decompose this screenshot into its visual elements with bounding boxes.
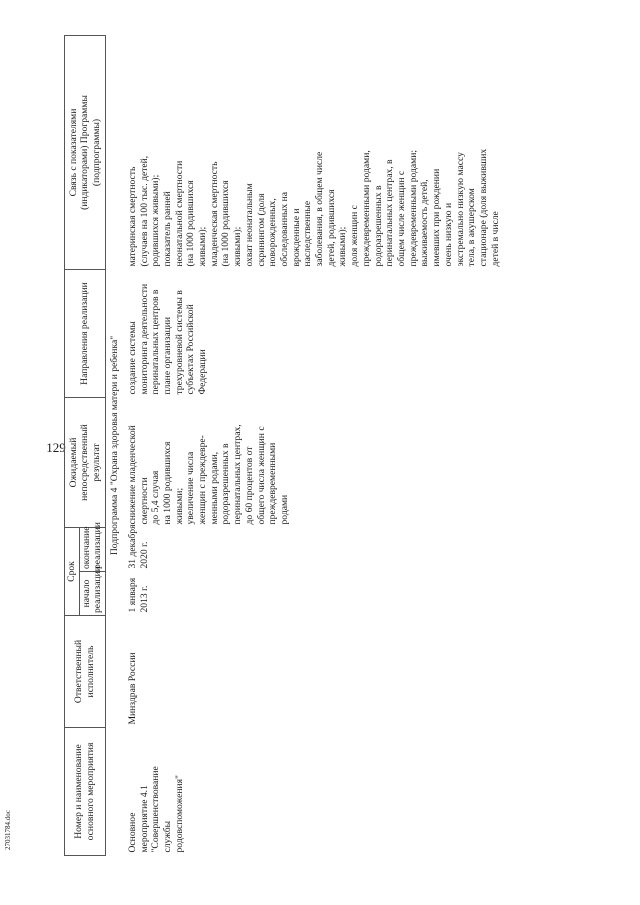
- text-line: на 1000 родившихся: [161, 441, 173, 525]
- cell-executor: Минздрав России: [126, 652, 138, 725]
- header-indicators: [65, 36, 106, 270]
- text-line: общем числе женщин с: [395, 170, 407, 267]
- text-line: женщин с преждевре-: [197, 435, 209, 525]
- document-code: 27031784.doc: [4, 810, 12, 850]
- text-line: службы: [161, 820, 173, 853]
- text-line: Основное: [126, 812, 138, 853]
- cell-start: [125, 572, 504, 616]
- text-line: родовспоможения": [173, 775, 185, 853]
- header-directions: Направления реализации: [65, 270, 106, 398]
- text-line: непосредственный: [79, 424, 91, 501]
- text-line: исполнитель: [85, 645, 97, 698]
- cell-end: [125, 524, 504, 572]
- text-line: (индикаторами) Программы: [79, 95, 91, 210]
- text-line: трехуровневой системы в: [173, 290, 185, 395]
- text-line: экстремально низкую массу: [454, 152, 466, 267]
- page-number: 129: [46, 440, 66, 455]
- text-line: Ожидаемый: [67, 437, 79, 488]
- text-line: (подпрограммы): [90, 118, 102, 187]
- text-line: детей, родившихся: [325, 189, 337, 267]
- text-line: преждевременными: [267, 442, 279, 525]
- cell-measure: [125, 728, 504, 856]
- text-line: до 5,4 случая: [150, 470, 162, 525]
- text-line: (случаев на 100 тыс. детей,: [138, 155, 150, 267]
- text-line: обследованных на: [278, 192, 290, 267]
- text-line: преждевременными родами;: [407, 149, 419, 267]
- text-line: мониторинга деятельности: [138, 283, 150, 395]
- measures-table: [64, 35, 503, 856]
- text-line: доля женщин с: [349, 205, 361, 267]
- text-line: результат: [90, 443, 102, 482]
- text-line: реализации: [92, 522, 104, 569]
- text-line: преждевременными родами,: [360, 150, 372, 267]
- rotated-table-page: [64, 36, 616, 856]
- header-end: [79, 522, 105, 572]
- text-line: 1 января: [126, 577, 138, 613]
- text-line: живыми);: [337, 226, 349, 267]
- text-line: Связь с показателями: [67, 108, 79, 197]
- header-term: Срок: [65, 528, 80, 616]
- text-line: смертности: [138, 477, 150, 525]
- text-line: имевших при рождении: [431, 168, 443, 267]
- cell-directions: [125, 270, 504, 398]
- text-line: живыми);: [232, 226, 244, 267]
- text-line: родоразрешенных в: [372, 185, 384, 267]
- text-line: врожденные и: [290, 208, 302, 267]
- text-line: окончание: [80, 526, 92, 569]
- text-line: до 60 процентов от: [243, 446, 255, 525]
- text-line: Федерации: [197, 349, 209, 395]
- text-line: новорожденных,: [267, 198, 279, 267]
- text-line: реализации: [92, 566, 104, 613]
- text-line: (на 1000 родившихся: [185, 180, 197, 267]
- text-line: "Совершенствование: [150, 766, 162, 853]
- text-line: очень низкую и: [442, 202, 454, 267]
- cell-indicators: [125, 36, 504, 270]
- text-line: заболевания, в общем числе: [314, 151, 326, 267]
- text-line: (на 1000 родившихся: [220, 180, 232, 267]
- text-line: 31 декабря: [126, 524, 138, 569]
- text-line: младенческая смертность: [208, 161, 220, 267]
- text-line: снижение младенческой: [126, 425, 138, 525]
- text-line: показатель ранней: [161, 191, 173, 267]
- text-line: основного мероприятия: [85, 742, 97, 841]
- text-line: субъектах Российской: [185, 304, 197, 395]
- header-expected-result: [65, 398, 106, 528]
- text-line: охват неонатальным: [243, 183, 255, 267]
- text-line: создание системы: [126, 321, 138, 395]
- text-line: Номер и наименование: [73, 744, 85, 839]
- text-line: плане организации: [161, 317, 173, 395]
- text-line: живыми);: [197, 226, 209, 267]
- text-line: менными родами,: [208, 451, 220, 525]
- cell-expected-result: [125, 398, 504, 528]
- text-line: родившихся живыми);: [150, 174, 162, 267]
- text-line: увеличение числа: [185, 451, 197, 525]
- text-line: выживаемость детей,: [419, 179, 431, 267]
- text-line: детей в числе: [489, 211, 501, 267]
- text-line: неонатальной смертности: [173, 160, 185, 267]
- text-line: родоразрешенных в: [220, 443, 232, 525]
- text-line: стационаре (доля выживших: [477, 148, 489, 267]
- header-measure: [65, 728, 106, 856]
- header-executor: [65, 616, 106, 728]
- text-line: живыми;: [173, 487, 185, 525]
- text-line: перинатальных центрах, в: [384, 159, 396, 267]
- text-line: перинатальных центрах,: [232, 424, 244, 525]
- text-line: родами: [278, 494, 290, 525]
- text-line: скринингом (доля: [255, 193, 267, 267]
- text-line: 2013 г.: [138, 585, 150, 613]
- text-line: материнская смертность: [126, 166, 138, 267]
- text-line: 2020 г.: [138, 541, 150, 569]
- subprogram-title: Подпрограмма 4 "Охрана здоровья матери и ребенка": [109, 335, 121, 556]
- text-line: перинатальных центров в: [150, 289, 162, 395]
- text-line: общего числа женщин с: [255, 426, 267, 525]
- text-line: наследственные: [302, 200, 314, 267]
- header-start: [79, 566, 105, 616]
- table-row: [125, 36, 504, 856]
- text-line: мероприятие 4.1: [138, 785, 150, 853]
- text-line: Ответственный: [73, 639, 85, 704]
- text-line: тела, в акушерском: [466, 188, 478, 267]
- text-line: начало: [80, 579, 92, 608]
